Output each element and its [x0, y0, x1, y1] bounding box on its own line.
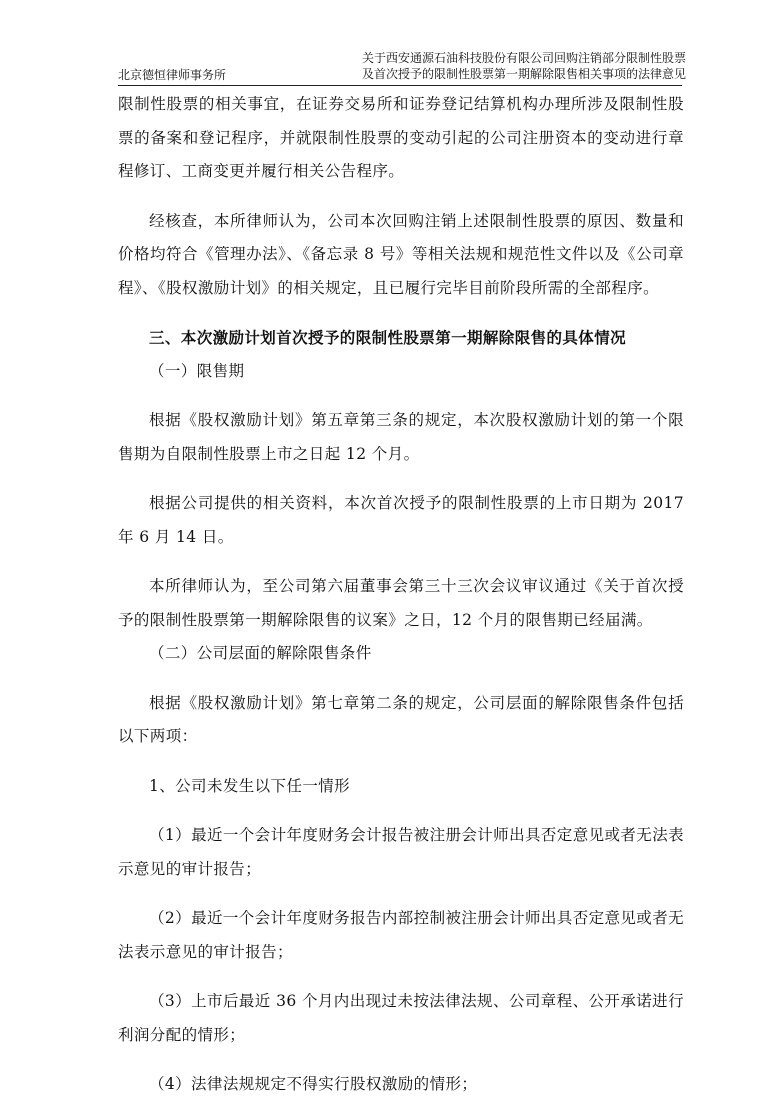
page-header — [118, 51, 687, 86]
document-title — [362, 50, 687, 82]
list-item-1-4: （4）法律法规规定不得实行股权激励的情形； — [149, 1075, 478, 1093]
firm-name: 北京德恒律师事务所 — [118, 68, 227, 82]
paragraph-verification-opinion: 经核查，本所律师认为，公司本次回购注销上述限制性股票的原因、数量和价格均符合《管理办法》、《备忘录 8 号》等相关法规和规范性文件以及《公司章程》、《股权激励计划》的相关规定，且已履行完毕目前阶段所需的全部程序。 — [118, 211, 684, 297]
paragraph-listing-date: 根据公司提供的相关资料，本次首次授予的限制性股票的上市日期为 2017 年 6 月 14 日。 — [118, 494, 684, 546]
paragraph-lockup-period: 根据《股权激励计划》第五章第三条的规定，本次股权激励计划的第一个限售期为自限制性股票上市之日起 12 个月。 — [118, 411, 684, 463]
paragraph-lockup-expired: 本所律师认为，至公司第六届董事会第三十三次会议审议通过《关于首次授予的限制性股票第一期解除限售的议案》之日，12 个月的限售期已经届满。 — [118, 577, 684, 629]
document-title-line-2: 及首次授予的限制性股票第一期解除限售相关事项的法律意见 — [362, 67, 687, 81]
paragraph-company-conditions: 根据《股权激励计划》第七章第二条的规定，公司层面的解除限售条件包括以下两项： — [118, 693, 684, 745]
list-item-1-2: （2）最近一个会计年度财务报告内部控制被注册会计师出具否定意见或者无法表示意见的审计报告； — [118, 909, 684, 961]
document-body — [118, 88, 684, 1102]
paragraph-continuation: 限制性股票的相关事宜，在证券交易所和证券登记结算机构办理所涉及限制性股票的备案和登记程序，并就限制性股票的变动引起的公司注册资本的变动进行章程修订、工商变更并履行相关公告程序。 — [118, 95, 684, 180]
document-title-line-1: 关于西安通源石油科技股份有限公司回购注销部分限制性股票 — [362, 51, 687, 65]
subsection-2-heading: （二）公司层面的解除限售条件 — [149, 644, 372, 662]
list-item-1-3: （3）上市后最近 36 个月内出现过未按法律法规、公司章程、公开承诺进行利润分配的情形； — [118, 992, 684, 1044]
subsection-1-heading: （一）限售期 — [149, 361, 245, 380]
list-item-1-title: 1、公司未发生以下任一情形 — [149, 776, 351, 795]
section-3-heading: 三、本次激励计划首次授予的限制性股票第一期解除限售的具体情况 — [149, 328, 627, 347]
list-item-1-1: （1）最近一个会计年度财务会计报告被注册会计师出具否定意见或者无法表示意见的审计报告； — [118, 826, 684, 878]
